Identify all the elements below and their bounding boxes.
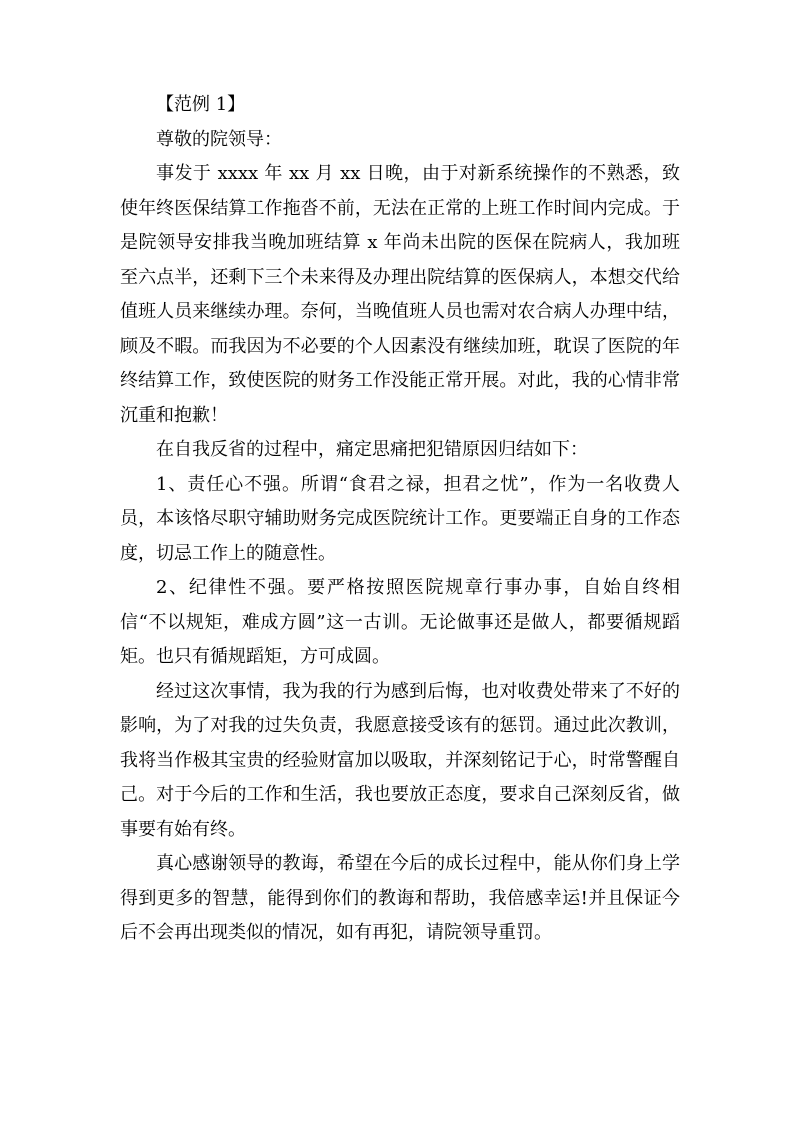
paragraph-thanks: 真心感谢领导的教诲，希望在今后的成长过程中，能从你们身上学得到更多的智慧，能得到你们的教诲和帮助，我倍感幸运!并且保证今后不会再出现类似的情况，如有再犯，请院领导重罚。 [120,853,680,943]
paragraph-commitment: 经过这次事情，我为我的行为感到后悔，也对收费处带来了不好的影响，为了对我的过失负责，我愿意接受该有的惩罚。通过此次教训，我将当作极其宝贵的经验财富加以吸取，并深刻铭记于心，时常警醒自己。对于今后的工作和生活，我也要放正态度，要求自己深刻反省，做事要有始有终。 [120,680,680,840]
salutation: 尊敬的院领导： [156,128,282,150]
paragraph-reason-2: 2、纪律性不强。要严格按照医院规章行事办事，自始自终相信“不以规矩，难成方圆”这一古训。无论做事还是做人，都要循规蹈矩。也只有循规蹈矩，方可成圆。 [120,577,680,667]
letter-body [120,88,680,951]
paragraph-reflection-intro: 在自我反省的过程中，痛定思痛把犯错原因归结如下： [156,439,588,460]
paragraph-reason-1: 1、责任心不强。所谓“食君之禄，担君之忧”，作为一名收费人员，本该恪尽职守辅助财务完成医院统计工作。更要端正自身的工作态度，切忌工作上的随意性。 [120,473,680,564]
paragraph-incident: 事发于 xxxx 年 xx 月 xx 日晚，由于对新系统操作的不熟悉，致使年终医保结算工作拖沓不前，无法在正常的上班工作时间内完成。于是院领导安排我当晚加班结算 x 年尚未出院的医保在院病人，我加班至六点半，还剩下三个未来得及办理出院结算的医保病人，本想交代给值班人员来继续办理。奈何，当晚值班人员也需对农合病人办理中结，顾及不暇。而我因为不必要的个人因素没有继续加班，耽误了医院的年终结算工作，致使医院的财务工作没能正常开展。对此，我的心情非常沉重和抱歉！ [120,163,680,426]
example-heading: 【范例 1】 [156,94,246,115]
